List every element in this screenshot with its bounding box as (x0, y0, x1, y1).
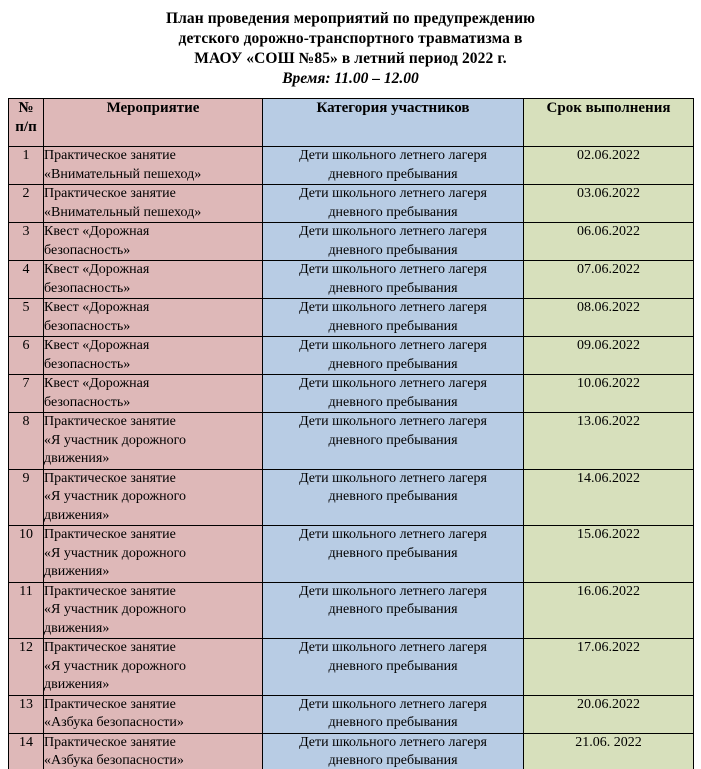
cell-number: 8 (9, 413, 44, 470)
cell-event-line: «Я участник дорожного (44, 545, 187, 561)
cell-event-line: Квест «Дорожная (44, 338, 150, 353)
table-row (9, 375, 694, 413)
cell-category-line: Дети школьного летнего лагеря (299, 527, 487, 542)
cell-number: 6 (9, 337, 44, 375)
cell-category (263, 526, 524, 583)
page-subtitle-time: Время: 11.00 – 12.00 (282, 70, 419, 87)
cell-event-line: Квест «Дорожная (44, 224, 150, 239)
cell-event-line: Практическое занятие (44, 186, 176, 201)
cell-event-line: Квест «Дорожная (44, 262, 150, 277)
table-row (9, 337, 694, 375)
cell-deadline: 13.06.2022 (524, 413, 694, 470)
cell-event-line: движения» (44, 564, 110, 579)
cell-event-line: безопасность» (44, 394, 131, 410)
cell-category-line: Дети школьного летнего лагеря (299, 148, 487, 163)
cell-deadline: 17.06.2022 (524, 639, 694, 696)
cell-deadline: 07.06.2022 (524, 261, 694, 299)
cell-category-line: Дети школьного летнего лагеря (299, 640, 487, 655)
cell-event (44, 733, 263, 769)
plan-table (8, 98, 694, 769)
cell-category (263, 223, 524, 261)
cell-number: 10 (9, 526, 44, 583)
table-header (9, 99, 694, 147)
cell-event (44, 639, 263, 696)
table-row (9, 469, 694, 526)
cell-event (44, 582, 263, 639)
cell-category-line: дневного пребывания (328, 166, 458, 182)
document-title-block (0, 0, 701, 89)
cell-category-line: дневного пребывания (328, 356, 458, 372)
cell-category (263, 582, 524, 639)
cell-number: 1 (9, 147, 44, 185)
cell-category (263, 639, 524, 696)
cell-category-line: дневного пребывания (328, 715, 458, 730)
cell-category-line: Дети школьного летнего лагеря (299, 734, 487, 750)
cell-number: 9 (9, 469, 44, 526)
cell-number: 4 (9, 261, 44, 299)
cell-event (44, 469, 263, 526)
cell-event-line: «Я участник дорожного (44, 489, 187, 504)
cell-event-line: движения» (44, 677, 110, 692)
cell-event-line: «Азбука безопасности» (44, 715, 184, 730)
cell-number: 11 (9, 582, 44, 639)
table-row (9, 413, 694, 470)
cell-deadline: 06.06.2022 (524, 223, 694, 261)
cell-event-line: Практическое занятие (44, 583, 176, 599)
cell-category-line: Дети школьного летнего лагеря (299, 376, 487, 391)
cell-deadline: 09.06.2022 (524, 337, 694, 375)
cell-event-line: «Я участник дорожного (44, 432, 187, 448)
cell-event-line: движения» (44, 451, 110, 466)
cell-category-line: Дети школьного летнего лагеря (299, 186, 487, 201)
cell-category (263, 733, 524, 769)
page-title-line-2: детского дорожно-транспортного травматизма в (178, 30, 523, 47)
cell-category-line: Дети школьного летнего лагеря (299, 224, 487, 239)
column-header-category: Категория участников (263, 99, 524, 147)
page-title-line-3: МАОУ «СОШ №85» в летний период 2022 г. (194, 50, 507, 67)
page-title-line-1: План проведения мероприятий по предупреждению (165, 10, 536, 27)
cell-category (263, 299, 524, 337)
cell-event-line: Практическое занятие (44, 148, 176, 163)
cell-event (44, 185, 263, 223)
cell-category-line: Дети школьного летнего лагеря (299, 583, 487, 599)
table-row (9, 639, 694, 696)
cell-number: 12 (9, 639, 44, 696)
table-body (9, 147, 694, 769)
cell-category (263, 261, 524, 299)
cell-category-line: дневного пребывания (328, 489, 458, 504)
cell-event-line: Практическое занятие (44, 470, 176, 486)
cell-deadline: 16.06.2022 (524, 582, 694, 639)
column-header-number (9, 99, 44, 147)
cell-event-line: Практическое занятие (44, 640, 176, 655)
cell-event (44, 375, 263, 413)
column-header-event: Мероприятие (44, 99, 263, 147)
table-row (9, 526, 694, 583)
cell-event-line: Практическое занятие (44, 734, 176, 750)
cell-event-line: Практическое занятие (44, 527, 176, 542)
cell-event-line: «Азбука безопасности» (44, 753, 184, 768)
column-header-deadline: Срок выполнения (524, 99, 694, 147)
cell-deadline: 08.06.2022 (524, 299, 694, 337)
table-row (9, 185, 694, 223)
cell-event-line: безопасность» (44, 356, 131, 372)
cell-category-line: дневного пребывания (328, 394, 458, 410)
table-header-row (9, 99, 694, 147)
cell-event-line: Практическое занятие (44, 414, 176, 429)
cell-event-line: Квест «Дорожная (44, 376, 150, 391)
cell-event (44, 223, 263, 261)
cell-category-line: дневного пребывания (328, 753, 458, 768)
cell-category-line: дневного пребывания (328, 204, 458, 220)
cell-event-line: безопасность» (44, 280, 131, 296)
cell-deadline: 14.06.2022 (524, 469, 694, 526)
cell-event (44, 261, 263, 299)
cell-category (263, 375, 524, 413)
table-row (9, 695, 694, 733)
cell-event-line: «Я участник дорожного (44, 602, 187, 617)
cell-number: 3 (9, 223, 44, 261)
cell-number: 13 (9, 695, 44, 733)
table-row (9, 299, 694, 337)
cell-deadline: 21.06. 2022 (524, 733, 694, 769)
cell-category-line: дневного пребывания (328, 242, 458, 258)
cell-category-line: дневного пребывания (328, 318, 458, 334)
cell-deadline: 03.06.2022 (524, 185, 694, 223)
table-row (9, 223, 694, 261)
cell-event-line: безопасность» (44, 318, 131, 334)
cell-number: 2 (9, 185, 44, 223)
cell-category (263, 185, 524, 223)
cell-deadline: 20.06.2022 (524, 695, 694, 733)
cell-event (44, 695, 263, 733)
cell-category (263, 695, 524, 733)
cell-event-line: «Внимательный пешеход» (44, 166, 202, 182)
cell-number: 7 (9, 375, 44, 413)
cell-category-line: Дети школьного летнего лагеря (299, 300, 487, 315)
cell-event (44, 299, 263, 337)
cell-category (263, 469, 524, 526)
cell-category-line: Дети школьного летнего лагеря (299, 414, 487, 429)
table-row (9, 261, 694, 299)
cell-category-line: Дети школьного летнего лагеря (299, 696, 487, 712)
table-row (9, 147, 694, 185)
cell-category-line: дневного пребывания (328, 432, 458, 448)
cell-category-line: Дети школьного летнего лагеря (299, 470, 487, 486)
cell-category-line: дневного пребывания (328, 602, 458, 617)
cell-event-line: Квест «Дорожная (44, 300, 150, 315)
cell-deadline: 02.06.2022 (524, 147, 694, 185)
cell-category (263, 337, 524, 375)
cell-category-line: Дети школьного летнего лагеря (299, 262, 487, 277)
cell-number: 5 (9, 299, 44, 337)
cell-number: 14 (9, 733, 44, 769)
cell-event-line: Практическое занятие (44, 696, 176, 712)
column-header-number-line1: № (18, 100, 34, 116)
cell-event (44, 413, 263, 470)
cell-event-line: безопасность» (44, 242, 131, 258)
cell-category-line: дневного пребывания (328, 545, 458, 561)
cell-category-line: дневного пребывания (328, 658, 458, 674)
cell-event-line: движения» (44, 507, 110, 523)
plan-table-wrap (0, 98, 701, 769)
cell-category-line: дневного пребывания (328, 280, 458, 296)
cell-category (263, 413, 524, 470)
column-header-number-line2: п/п (15, 119, 37, 135)
cell-event-line: «Внимательный пешеход» (44, 204, 202, 220)
table-row (9, 582, 694, 639)
cell-event (44, 337, 263, 375)
cell-event-line: движения» (44, 620, 110, 636)
cell-event-line: «Я участник дорожного (44, 658, 187, 674)
cell-category (263, 147, 524, 185)
cell-deadline: 10.06.2022 (524, 375, 694, 413)
cell-event (44, 147, 263, 185)
cell-deadline: 15.06.2022 (524, 526, 694, 583)
table-row (9, 733, 694, 769)
cell-category-line: Дети школьного летнего лагеря (299, 338, 487, 353)
cell-event (44, 526, 263, 583)
